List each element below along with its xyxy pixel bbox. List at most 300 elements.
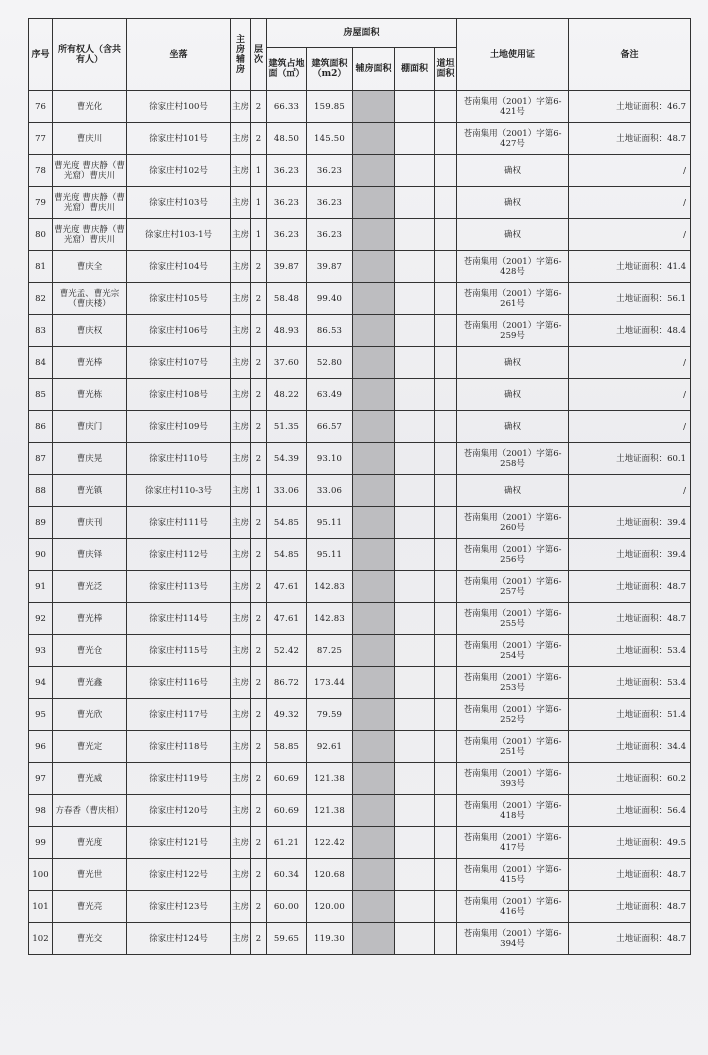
wall-area-cell bbox=[435, 763, 457, 795]
remark-cell: 土地证面积：51.4 bbox=[569, 699, 691, 731]
type-cell: 主房 bbox=[231, 475, 251, 507]
row-no: 90 bbox=[29, 539, 53, 571]
aux-area-cell bbox=[353, 667, 395, 699]
type-cell: 主房 bbox=[231, 187, 251, 219]
building-area-cell: 93.10 bbox=[307, 443, 353, 475]
type-cell: 主房 bbox=[231, 219, 251, 251]
wall-area-cell bbox=[435, 891, 457, 923]
floors-cell: 2 bbox=[251, 123, 267, 155]
building-area-cell: 95.11 bbox=[307, 539, 353, 571]
location-cell: 徐家庄村105号 bbox=[127, 283, 231, 315]
aux-area-cell bbox=[353, 219, 395, 251]
aux-area-cell bbox=[353, 891, 395, 923]
aux-area-cell bbox=[353, 155, 395, 187]
owner-cell: 曹光鑫 bbox=[53, 667, 127, 699]
footprint-cell: 47.61 bbox=[267, 603, 307, 635]
location-cell: 徐家庄村122号 bbox=[127, 859, 231, 891]
type-cell: 主房 bbox=[231, 91, 251, 123]
land-cert-cell: 苍南集用（2001）字第6-253号 bbox=[457, 667, 569, 699]
footprint-cell: 60.69 bbox=[267, 795, 307, 827]
header-remarks: 备注 bbox=[569, 19, 691, 91]
row-no: 101 bbox=[29, 891, 53, 923]
owner-cell: 曹光度 bbox=[53, 827, 127, 859]
owner-cell: 曹光度 曹庆静（曹光窟）曹庆川 bbox=[53, 187, 127, 219]
wall-area-cell bbox=[435, 827, 457, 859]
land-cert-cell: 苍南集用（2001）字第6-261号 bbox=[457, 283, 569, 315]
land-cert-cell: 苍南集用（2001）字第6-252号 bbox=[457, 699, 569, 731]
location-cell: 徐家庄村103号 bbox=[127, 187, 231, 219]
type-cell: 主房 bbox=[231, 155, 251, 187]
location-cell: 徐家庄村103-1号 bbox=[127, 219, 231, 251]
owner-cell: 曹光度 曹庆静（曹光窟）曹庆川 bbox=[53, 155, 127, 187]
floors-cell: 2 bbox=[251, 315, 267, 347]
wall-area-cell bbox=[435, 283, 457, 315]
building-area-cell: 159.85 bbox=[307, 91, 353, 123]
shed-area-cell bbox=[395, 571, 435, 603]
remark-cell: 土地证面积：60.2 bbox=[569, 763, 691, 795]
wall-area-cell bbox=[435, 539, 457, 571]
row-no: 79 bbox=[29, 187, 53, 219]
building-area-cell: 120.68 bbox=[307, 859, 353, 891]
footprint-cell: 33.06 bbox=[267, 475, 307, 507]
owner-cell: 曹光镇 bbox=[53, 475, 127, 507]
table-row bbox=[29, 475, 691, 507]
location-cell: 徐家庄村119号 bbox=[127, 763, 231, 795]
row-no: 80 bbox=[29, 219, 53, 251]
row-no: 94 bbox=[29, 667, 53, 699]
owner-cell: 曹光棒 bbox=[53, 603, 127, 635]
location-cell: 徐家庄村114号 bbox=[127, 603, 231, 635]
shed-area-cell bbox=[395, 91, 435, 123]
owner-cell: 曹光度 曹庆静（曹光窟）曹庆川 bbox=[53, 219, 127, 251]
header-location: 坐落 bbox=[127, 19, 231, 91]
remark-cell: 土地证面积：56.1 bbox=[569, 283, 691, 315]
type-cell: 主房 bbox=[231, 763, 251, 795]
footprint-cell: 54.85 bbox=[267, 539, 307, 571]
footprint-cell: 47.61 bbox=[267, 571, 307, 603]
location-cell: 徐家庄村101号 bbox=[127, 123, 231, 155]
land-cert-cell: 苍南集用（2001）字第6-416号 bbox=[457, 891, 569, 923]
building-area-cell: 33.06 bbox=[307, 475, 353, 507]
owner-cell: 曹庆晃 bbox=[53, 443, 127, 475]
type-cell: 主房 bbox=[231, 123, 251, 155]
footprint-cell: 54.85 bbox=[267, 507, 307, 539]
aux-area-cell bbox=[353, 795, 395, 827]
register-rows bbox=[29, 91, 691, 955]
location-cell: 徐家庄村100号 bbox=[127, 91, 231, 123]
wall-area-cell bbox=[435, 315, 457, 347]
table-row bbox=[29, 923, 691, 955]
aux-area-cell bbox=[353, 923, 395, 955]
row-no: 88 bbox=[29, 475, 53, 507]
land-cert-cell: 确权 bbox=[457, 475, 569, 507]
land-cert-cell: 苍南集用（2001）字第6-251号 bbox=[457, 731, 569, 763]
type-cell: 主房 bbox=[231, 571, 251, 603]
land-cert-cell: 苍南集用（2001）字第6-428号 bbox=[457, 251, 569, 283]
building-area-cell: 36.23 bbox=[307, 187, 353, 219]
type-cell: 主房 bbox=[231, 539, 251, 571]
wall-area-cell bbox=[435, 507, 457, 539]
owner-cell: 曹庆门 bbox=[53, 411, 127, 443]
row-no: 86 bbox=[29, 411, 53, 443]
floors-cell: 2 bbox=[251, 91, 267, 123]
shed-area-cell bbox=[395, 539, 435, 571]
shed-area-cell bbox=[395, 923, 435, 955]
header-type: 主房辅房 bbox=[231, 19, 251, 91]
header-owner: 所有权人（含共有人） bbox=[53, 19, 127, 91]
remark-cell: 土地证面积：48.7 bbox=[569, 603, 691, 635]
floors-cell: 2 bbox=[251, 251, 267, 283]
building-area-cell: 66.57 bbox=[307, 411, 353, 443]
footprint-cell: 48.22 bbox=[267, 379, 307, 411]
type-cell: 主房 bbox=[231, 795, 251, 827]
wall-area-cell bbox=[435, 923, 457, 955]
owner-cell: 曹光世 bbox=[53, 859, 127, 891]
table-row bbox=[29, 571, 691, 603]
wall-area-cell bbox=[435, 731, 457, 763]
floors-cell: 2 bbox=[251, 571, 267, 603]
table-row bbox=[29, 635, 691, 667]
row-no: 92 bbox=[29, 603, 53, 635]
remark-cell: 土地证面积：53.4 bbox=[569, 667, 691, 699]
building-area-cell: 122.42 bbox=[307, 827, 353, 859]
building-area-cell: 63.49 bbox=[307, 379, 353, 411]
row-no: 98 bbox=[29, 795, 53, 827]
row-no: 100 bbox=[29, 859, 53, 891]
type-cell: 主房 bbox=[231, 603, 251, 635]
floors-cell: 2 bbox=[251, 763, 267, 795]
type-cell: 主房 bbox=[231, 699, 251, 731]
wall-area-cell bbox=[435, 571, 457, 603]
remark-cell: / bbox=[569, 347, 691, 379]
shed-area-cell bbox=[395, 795, 435, 827]
footprint-cell: 54.39 bbox=[267, 443, 307, 475]
owner-cell: 曹庆全 bbox=[53, 251, 127, 283]
owner-cell: 曹光威 bbox=[53, 763, 127, 795]
wall-area-cell bbox=[435, 635, 457, 667]
row-no: 85 bbox=[29, 379, 53, 411]
aux-area-cell bbox=[353, 283, 395, 315]
building-area-cell: 36.23 bbox=[307, 155, 353, 187]
land-cert-cell: 苍南集用（2001）字第6-394号 bbox=[457, 923, 569, 955]
remark-cell: 土地证面积：56.4 bbox=[569, 795, 691, 827]
owner-cell: 曹光泛 bbox=[53, 571, 127, 603]
footprint-cell: 37.60 bbox=[267, 347, 307, 379]
row-no: 81 bbox=[29, 251, 53, 283]
aux-area-cell bbox=[353, 699, 395, 731]
footprint-cell: 36.23 bbox=[267, 219, 307, 251]
shed-area-cell bbox=[395, 379, 435, 411]
type-cell: 主房 bbox=[231, 827, 251, 859]
wall-area-cell bbox=[435, 155, 457, 187]
header-aux-area: 辅房面积 bbox=[353, 48, 395, 91]
table-row bbox=[29, 603, 691, 635]
aux-area-cell bbox=[353, 347, 395, 379]
building-area-cell: 87.25 bbox=[307, 635, 353, 667]
wall-area-cell bbox=[435, 475, 457, 507]
type-cell: 主房 bbox=[231, 859, 251, 891]
table-row bbox=[29, 379, 691, 411]
row-no: 76 bbox=[29, 91, 53, 123]
aux-area-cell bbox=[353, 379, 395, 411]
footprint-cell: 52.42 bbox=[267, 635, 307, 667]
owner-cell: 曹光亮 bbox=[53, 891, 127, 923]
wall-area-cell bbox=[435, 411, 457, 443]
header-footprint: 建筑占地面（㎡） bbox=[267, 48, 307, 91]
floors-cell: 2 bbox=[251, 827, 267, 859]
shed-area-cell bbox=[395, 603, 435, 635]
floors-cell: 2 bbox=[251, 411, 267, 443]
shed-area-cell bbox=[395, 411, 435, 443]
table-row bbox=[29, 795, 691, 827]
floors-cell: 1 bbox=[251, 219, 267, 251]
wall-area-cell bbox=[435, 379, 457, 411]
remark-cell: 土地证面积：41.4 bbox=[569, 251, 691, 283]
remark-cell: 土地证面积：48.7 bbox=[569, 571, 691, 603]
table-row bbox=[29, 187, 691, 219]
floors-cell: 2 bbox=[251, 795, 267, 827]
type-cell: 主房 bbox=[231, 251, 251, 283]
type-cell: 主房 bbox=[231, 507, 251, 539]
type-cell: 主房 bbox=[231, 411, 251, 443]
location-cell: 徐家庄村111号 bbox=[127, 507, 231, 539]
location-cell: 徐家庄村102号 bbox=[127, 155, 231, 187]
land-cert-cell: 苍南集用（2001）字第6-256号 bbox=[457, 539, 569, 571]
table-row bbox=[29, 91, 691, 123]
wall-area-cell bbox=[435, 667, 457, 699]
floors-cell: 2 bbox=[251, 347, 267, 379]
floors-cell: 2 bbox=[251, 635, 267, 667]
wall-area-cell bbox=[435, 443, 457, 475]
owner-cell: 曹光孟、曹光宗（曹庆楼） bbox=[53, 283, 127, 315]
floors-cell: 2 bbox=[251, 859, 267, 891]
location-cell: 徐家庄村108号 bbox=[127, 379, 231, 411]
land-cert-cell: 确权 bbox=[457, 411, 569, 443]
remark-cell: / bbox=[569, 155, 691, 187]
location-cell: 徐家庄村118号 bbox=[127, 731, 231, 763]
land-cert-cell: 苍南集用（2001）字第6-254号 bbox=[457, 635, 569, 667]
owner-cell: 曹光交 bbox=[53, 923, 127, 955]
table-row bbox=[29, 155, 691, 187]
land-cert-cell: 确权 bbox=[457, 219, 569, 251]
footprint-cell: 36.23 bbox=[267, 155, 307, 187]
row-no: 102 bbox=[29, 923, 53, 955]
floors-cell: 2 bbox=[251, 283, 267, 315]
footprint-cell: 51.35 bbox=[267, 411, 307, 443]
table-row bbox=[29, 507, 691, 539]
owner-cell: 曹庆刊 bbox=[53, 507, 127, 539]
land-cert-cell: 苍南集用（2001）字第6-255号 bbox=[457, 603, 569, 635]
floors-cell: 1 bbox=[251, 475, 267, 507]
table-row bbox=[29, 763, 691, 795]
aux-area-cell bbox=[353, 539, 395, 571]
land-cert-cell: 苍南集用（2001）字第6-427号 bbox=[457, 123, 569, 155]
land-cert-cell: 苍南集用（2001）字第6-257号 bbox=[457, 571, 569, 603]
table-row bbox=[29, 283, 691, 315]
building-area-cell: 119.30 bbox=[307, 923, 353, 955]
wall-area-cell bbox=[435, 859, 457, 891]
table-row bbox=[29, 219, 691, 251]
table-row bbox=[29, 859, 691, 891]
table-row bbox=[29, 699, 691, 731]
aux-area-cell bbox=[353, 251, 395, 283]
wall-area-cell bbox=[435, 219, 457, 251]
footprint-cell: 58.85 bbox=[267, 731, 307, 763]
remark-cell: 土地证面积：60.1 bbox=[569, 443, 691, 475]
row-no: 82 bbox=[29, 283, 53, 315]
shed-area-cell bbox=[395, 699, 435, 731]
remark-cell: 土地证面积：48.7 bbox=[569, 123, 691, 155]
type-cell: 主房 bbox=[231, 443, 251, 475]
wall-area-cell bbox=[435, 795, 457, 827]
remark-cell: 土地证面积：34.4 bbox=[569, 731, 691, 763]
shed-area-cell bbox=[395, 155, 435, 187]
remark-cell: 土地证面积：49.5 bbox=[569, 827, 691, 859]
table-row bbox=[29, 443, 691, 475]
location-cell: 徐家庄村104号 bbox=[127, 251, 231, 283]
location-cell: 徐家庄村115号 bbox=[127, 635, 231, 667]
building-area-cell: 173.44 bbox=[307, 667, 353, 699]
type-cell: 主房 bbox=[231, 315, 251, 347]
row-no: 95 bbox=[29, 699, 53, 731]
building-area-cell: 95.11 bbox=[307, 507, 353, 539]
remark-cell: 土地证面积：48.7 bbox=[569, 923, 691, 955]
shed-area-cell bbox=[395, 507, 435, 539]
land-cert-cell: 确权 bbox=[457, 379, 569, 411]
remark-cell: 土地证面积：46.7 bbox=[569, 91, 691, 123]
floors-cell: 2 bbox=[251, 379, 267, 411]
type-cell: 主房 bbox=[231, 635, 251, 667]
floors-cell: 2 bbox=[251, 539, 267, 571]
shed-area-cell bbox=[395, 251, 435, 283]
building-area-cell: 142.83 bbox=[307, 571, 353, 603]
shed-area-cell bbox=[395, 635, 435, 667]
remark-cell: 土地证面积：53.4 bbox=[569, 635, 691, 667]
footprint-cell: 60.34 bbox=[267, 859, 307, 891]
land-cert-cell: 确权 bbox=[457, 347, 569, 379]
land-cert-cell: 确权 bbox=[457, 187, 569, 219]
owner-cell: 方春香（曹庆相） bbox=[53, 795, 127, 827]
owner-cell: 曹光栋 bbox=[53, 379, 127, 411]
header-area-group: 房屋面积 bbox=[267, 19, 457, 48]
floors-cell: 2 bbox=[251, 731, 267, 763]
table-row bbox=[29, 411, 691, 443]
building-area-cell: 142.83 bbox=[307, 603, 353, 635]
header-shed-area: 棚面积 bbox=[395, 48, 435, 91]
type-cell: 主房 bbox=[231, 891, 251, 923]
shed-area-cell bbox=[395, 859, 435, 891]
owner-cell: 曹庆权 bbox=[53, 315, 127, 347]
aux-area-cell bbox=[353, 859, 395, 891]
aux-area-cell bbox=[353, 91, 395, 123]
row-no: 91 bbox=[29, 571, 53, 603]
location-cell: 徐家庄村107号 bbox=[127, 347, 231, 379]
floors-cell: 2 bbox=[251, 891, 267, 923]
shed-area-cell bbox=[395, 667, 435, 699]
aux-area-cell bbox=[353, 443, 395, 475]
table-row bbox=[29, 891, 691, 923]
header-no: 序号 bbox=[29, 19, 53, 91]
aux-area-cell bbox=[353, 315, 395, 347]
building-area-cell: 52.80 bbox=[307, 347, 353, 379]
building-area-cell: 121.38 bbox=[307, 795, 353, 827]
building-area-cell: 92.61 bbox=[307, 731, 353, 763]
floors-cell: 2 bbox=[251, 443, 267, 475]
land-cert-cell: 确权 bbox=[457, 155, 569, 187]
shed-area-cell bbox=[395, 891, 435, 923]
footprint-cell: 60.00 bbox=[267, 891, 307, 923]
remark-cell: / bbox=[569, 379, 691, 411]
wall-area-cell bbox=[435, 123, 457, 155]
owner-cell: 曹光棒 bbox=[53, 347, 127, 379]
remark-cell: 土地证面积：48.4 bbox=[569, 315, 691, 347]
footprint-cell: 39.87 bbox=[267, 251, 307, 283]
aux-area-cell bbox=[353, 411, 395, 443]
row-no: 83 bbox=[29, 315, 53, 347]
building-area-cell: 86.53 bbox=[307, 315, 353, 347]
aux-area-cell bbox=[353, 187, 395, 219]
wall-area-cell bbox=[435, 347, 457, 379]
location-cell: 徐家庄村113号 bbox=[127, 571, 231, 603]
type-cell: 主房 bbox=[231, 283, 251, 315]
shed-area-cell bbox=[395, 315, 435, 347]
building-area-cell: 121.38 bbox=[307, 763, 353, 795]
building-area-cell: 79.59 bbox=[307, 699, 353, 731]
location-cell: 徐家庄村112号 bbox=[127, 539, 231, 571]
footprint-cell: 60.69 bbox=[267, 763, 307, 795]
table-row bbox=[29, 539, 691, 571]
footprint-cell: 48.50 bbox=[267, 123, 307, 155]
table-row bbox=[29, 827, 691, 859]
land-cert-cell: 苍南集用（2001）字第6-417号 bbox=[457, 827, 569, 859]
owner-cell: 曹光欣 bbox=[53, 699, 127, 731]
aux-area-cell bbox=[353, 571, 395, 603]
location-cell: 徐家庄村116号 bbox=[127, 667, 231, 699]
location-cell: 徐家庄村121号 bbox=[127, 827, 231, 859]
shed-area-cell bbox=[395, 443, 435, 475]
aux-area-cell bbox=[353, 635, 395, 667]
shed-area-cell bbox=[395, 187, 435, 219]
footprint-cell: 58.48 bbox=[267, 283, 307, 315]
aux-area-cell bbox=[353, 763, 395, 795]
remark-cell: 土地证面积：48.7 bbox=[569, 859, 691, 891]
type-cell: 主房 bbox=[231, 667, 251, 699]
remark-cell: / bbox=[569, 219, 691, 251]
shed-area-cell bbox=[395, 219, 435, 251]
aux-area-cell bbox=[353, 827, 395, 859]
table-row bbox=[29, 315, 691, 347]
land-cert-cell: 苍南集用（2001）字第6-258号 bbox=[457, 443, 569, 475]
type-cell: 主房 bbox=[231, 379, 251, 411]
footprint-cell: 59.65 bbox=[267, 923, 307, 955]
owner-cell: 曹光化 bbox=[53, 91, 127, 123]
location-cell: 徐家庄村124号 bbox=[127, 923, 231, 955]
location-cell: 徐家庄村117号 bbox=[127, 699, 231, 731]
type-cell: 主房 bbox=[231, 347, 251, 379]
land-cert-cell: 苍南集用（2001）字第6-421号 bbox=[457, 91, 569, 123]
floors-cell: 2 bbox=[251, 923, 267, 955]
floors-cell: 2 bbox=[251, 667, 267, 699]
location-cell: 徐家庄村120号 bbox=[127, 795, 231, 827]
land-cert-cell: 苍南集用（2001）字第6-418号 bbox=[457, 795, 569, 827]
land-cert-cell: 苍南集用（2001）字第6-260号 bbox=[457, 507, 569, 539]
building-area-cell: 39.87 bbox=[307, 251, 353, 283]
building-area-cell: 99.40 bbox=[307, 283, 353, 315]
building-area-cell: 120.00 bbox=[307, 891, 353, 923]
header-building-area: 建筑面积（m2） bbox=[307, 48, 353, 91]
row-no: 99 bbox=[29, 827, 53, 859]
type-cell: 主房 bbox=[231, 923, 251, 955]
